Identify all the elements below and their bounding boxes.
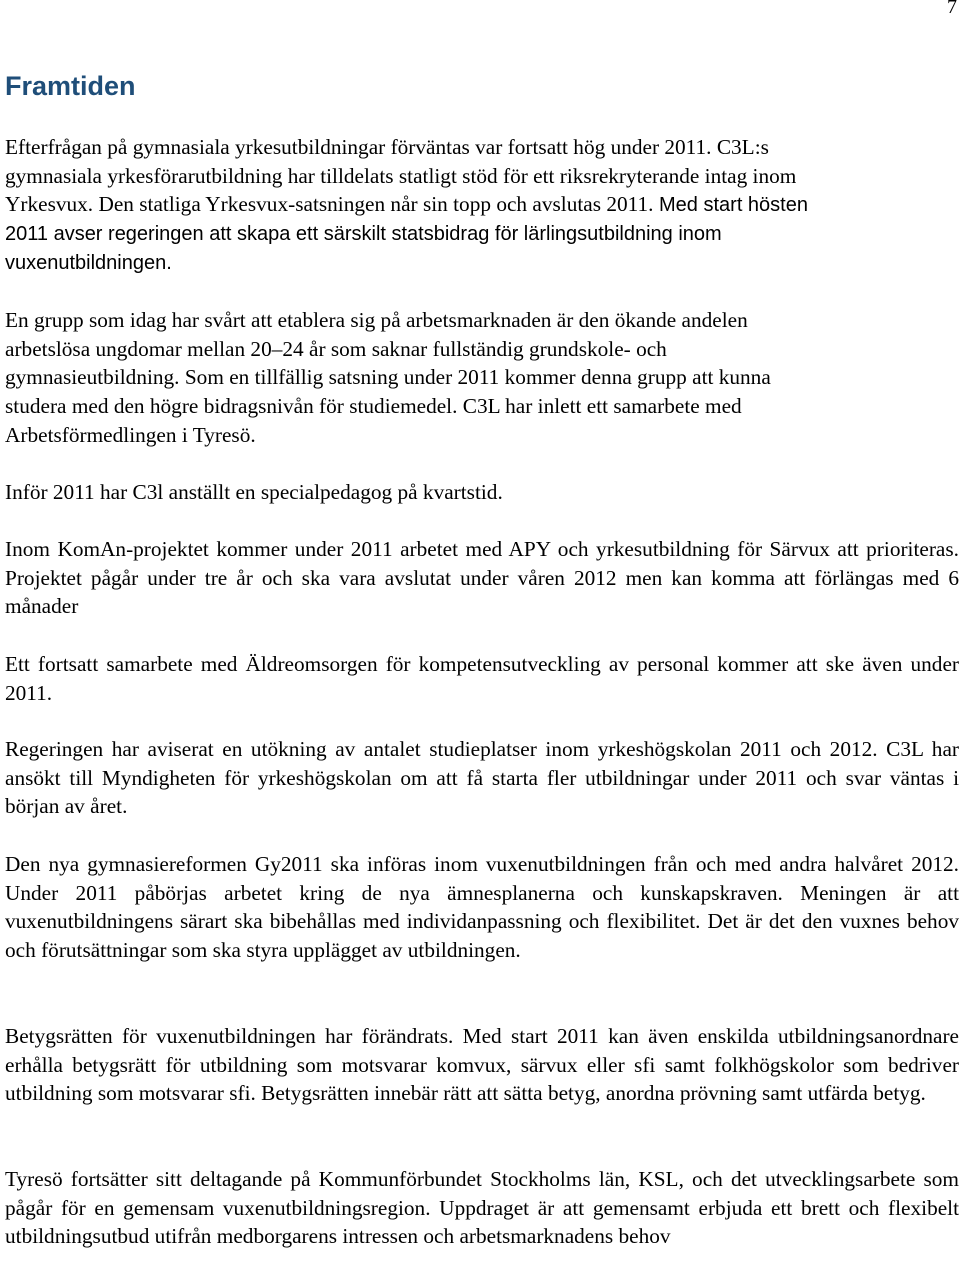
- paragraph-ungdomar: [5, 306, 959, 450]
- paragraph-koman: Inom KomAn-projektet kommer under 2011 arbetet med APY och yrkesutbildning för Särvux att prioriteras. Projektet pågår under tre år och ska vara avslutat under våren 2012 men kan komma att förlängas med 6 månader: [5, 537, 959, 619]
- paragraph-line: En grupp som idag har svårt att etablera sig på arbetsmarknaden är den ökande andelen: [5, 308, 748, 332]
- paragraph-betygsratt: Betygsrätten för vuxenutbildningen har förändrats. Med start 2011 kan även enskilda utbildningsanordnare erhålla betygsrätt för utbildning som motsvarar komvux, särvux eller sfi samt folkhögskolor som bedriver utbildning som motsvarar sfi. Betygsrätten innebär rätt att sätta betyg, anordna prövning samt utfärda betyg.: [5, 1024, 959, 1106]
- paragraph-line: Efterfrågan på gymnasiala yrkesutbildningar förväntas var fortsatt hög under 2011. C3L:s: [5, 135, 769, 159]
- page-number: 7: [947, 0, 957, 18]
- paragraph-yrkeshogskolan: Regeringen har aviserat en utökning av antalet studieplatser inom yrkeshögskolan 2011 och 2012. C3L har ansökt till Myndigheten för yrkeshögskolan om att få starta fler utbildningar under 2011 och svar väntas i början av året.: [5, 737, 959, 819]
- paragraph-line: [5, 190, 959, 220]
- paragraph-line-sans: 2011 avser regeringen att skapa ett särskilt statsbidrag för lärlingsutbildning inom: [5, 223, 722, 246]
- section-heading: Framtiden: [5, 71, 136, 101]
- paragraph-line: arbetslösa ungdomar mellan 20–24 år som saknar fullständig grundskole- och: [5, 336, 667, 361]
- paragraph-aldreomsorgen: Ett fortsatt samarbete med Äldreomsorgen för kompetensutveckling av personal kommer att ske även under 2011.: [5, 652, 959, 705]
- paragraph-line: gymnasieutbildning. Som en tillfällig satsning under 2011 kommer denna grupp att kunna: [5, 365, 771, 390]
- paragraph-segment: Yrkesvux. Den statliga Yrkesvux-satsningen når sin topp och avslutas 2011.: [5, 192, 654, 217]
- paragraph-line-sans: vuxenutbildningen.: [5, 251, 172, 274]
- paragraph-line: Arbetsförmedlingen i Tyresö.: [5, 422, 256, 447]
- paragraph-yrkesutbildning: [5, 133, 959, 278]
- paragraph-line: gymnasiala yrkesförarutbildning har tilldelats statligt stöd för ett riksrekryterande intag inom: [5, 163, 797, 188]
- paragraph-specialpedagog: Inför 2011 har C3l anställt en specialpedagog på kvartstid.: [5, 480, 503, 504]
- paragraph-ksl: Tyresö fortsätter sitt deltagande på Kommunförbundet Stockholms län, KSL, och det utvecklingsarbete som pågår för en gemensam vuxenutbildningsregion. Uppdraget är att gemensamt erbjuda ett brett och flexibelt utbildningsutbud utifrån medborgarens intressen och arbetsmarknadens behov: [5, 1167, 959, 1249]
- paragraph-segment-sans: Med start hösten: [653, 194, 808, 217]
- paragraph-line: studera med den högre bidragsnivån för studiemedel. C3L har inlett ett samarbete med: [5, 394, 742, 419]
- paragraph-gy2011: Den nya gymnasiereformen Gy2011 ska införas inom vuxenutbildningen från och med andra halvåret 2012. Under 2011 påbörjas arbetet kring de nya ämnesplanerna och kunskapskraven. Meningen är att vuxenutbildningens särart ska bibehållas med individanpassning och flexibilitet. Det är det den vuxnes behov och förutsättningar som ska styra upplägget av utbildningen.: [5, 852, 959, 963]
